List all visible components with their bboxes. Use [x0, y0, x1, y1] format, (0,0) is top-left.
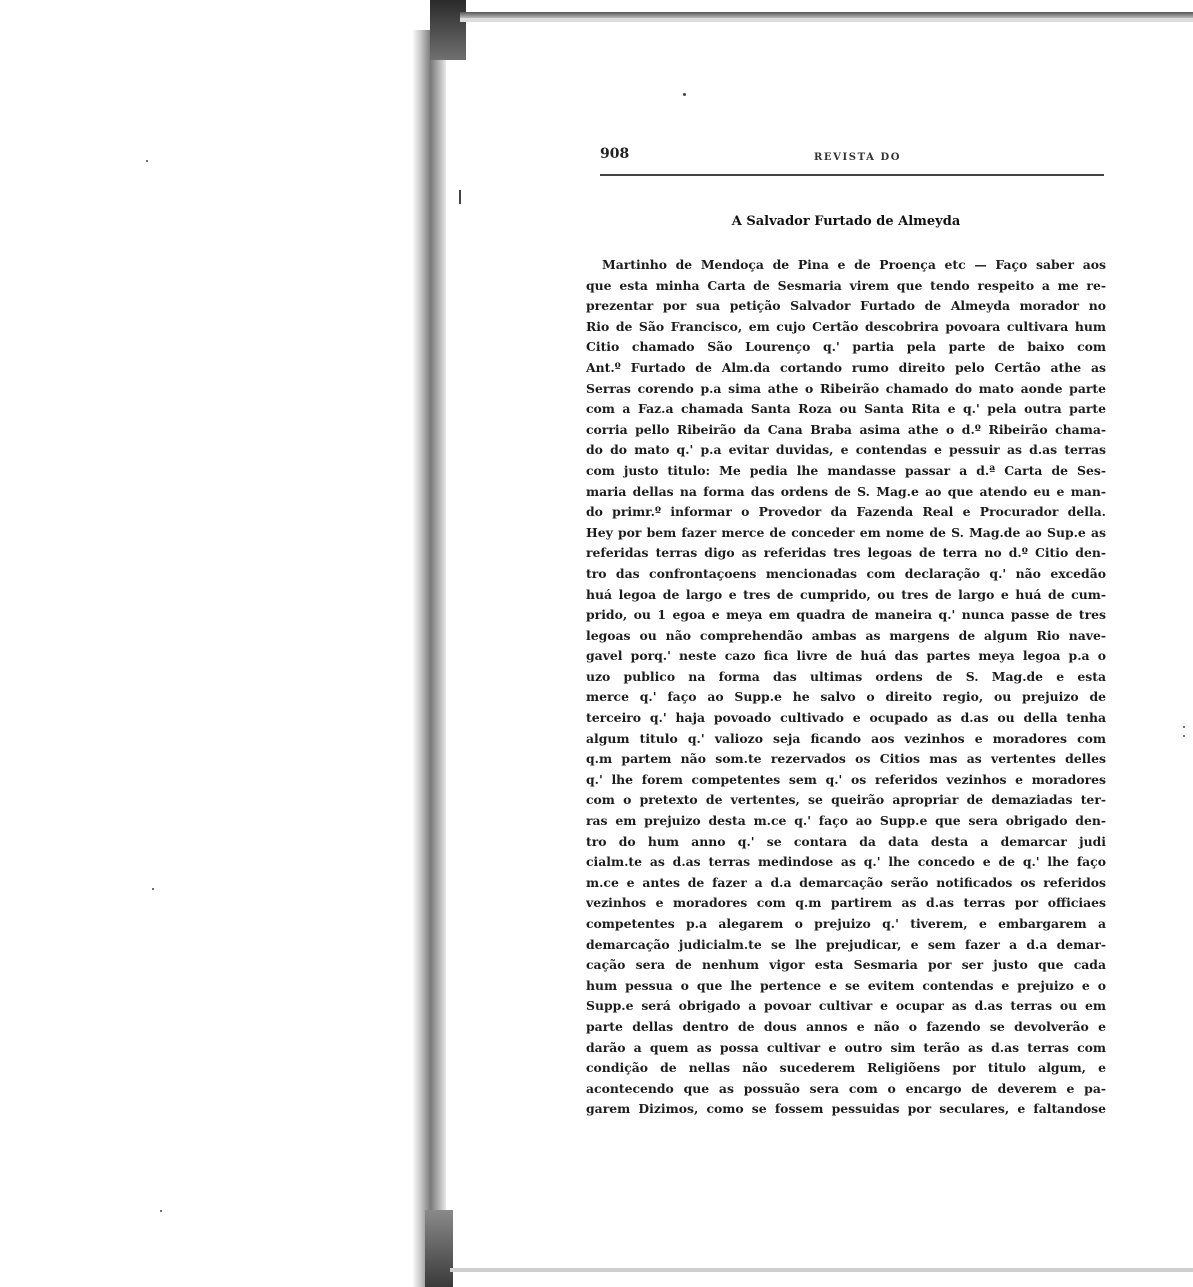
scan-speck: [146, 160, 148, 162]
text-line: que esta minha Carta de Sesmaria virem que tendo respeito a me re-: [586, 277, 1106, 293]
text-line: legoas ou não comprehendão ambas as margens de algum Rio nave-: [586, 627, 1106, 643]
article-title: A Salvador Furtado de Almeyda: [731, 214, 961, 229]
book-binding-shadow: [412, 30, 446, 1287]
text-line: algum titulo q.' valiozo seja ficando aos vezinhos e moradores com: [586, 730, 1106, 746]
text-line: maria dellas na forma das ordens de S. Mag.e ao que atendo eu e man-: [586, 483, 1106, 499]
header-rule: [600, 174, 1104, 176]
text-line: do primr.º informar o Provedor da Fazenda Real e Procurador della.: [586, 504, 1106, 520]
text-line: Martinho de Mendoça de Pina e de Proença etc — Faço saber aos: [602, 257, 1106, 272]
text-line: huá legoa de largo e tres de cumprido, ou tres de largo e huá de cum-: [586, 586, 1106, 602]
text-line: tro das confrontaçoens mencionadas com declaração q.' não excedão: [586, 565, 1106, 581]
text-line: Citio chamado São Lourenço q.' partia pela parte de baixo com: [586, 339, 1106, 355]
text-line: com a Faz.a chamada Santa Roza ou Santa Rita e q.' pela outra parte: [586, 401, 1106, 417]
article-body: [586, 255, 1106, 1120]
text-line: demarcação judicialm.te se lhe prejudicar, e sem fazer a d.a demar-: [586, 936, 1106, 952]
page-bottom-edge: [450, 1268, 1193, 1272]
running-title: REVISTA DO: [814, 152, 902, 163]
page-number: 908: [600, 146, 630, 162]
text-line: com justo titulo: Me pedia lhe mandasse passar a d.ª Carta de Ses-: [586, 462, 1106, 478]
text-line: parte dellas dentro de dous annos e não o fazendo se devolverão e: [586, 1018, 1106, 1034]
text-line: terceiro q.' haja povoado cultivado e ocupado as d.as ou della tenha: [586, 710, 1106, 726]
text-line: acontecendo que as possuão sera com o encargo de deverem e pa-: [586, 1080, 1106, 1096]
text-line: do do mato q.' p.a evitar duvidas, e contendas e pessuir as d.as terras: [586, 442, 1106, 458]
text-line: Supp.e será obrigado a povoar cultivar e ocupar as d.as terras ou em: [586, 998, 1106, 1014]
text-line: Hey por bem fazer merce de conceder em nome de S. Mag.de ao Sup.e as: [586, 524, 1106, 540]
text-line: Ant.º Furtado de Alm.da cortando rumo direito pelo Certão athe as: [586, 359, 1106, 375]
scan-speck: [160, 1210, 162, 1212]
text-line: hum pessua o que lhe pertence e se evitem contendas e prejuizo e o: [586, 977, 1106, 993]
text-line: prido, ou 1 egoa e meya em quadra de maneira q.' nunca passe de tres: [586, 607, 1106, 623]
scan-speck: [683, 93, 686, 96]
text-line: q.m partem não som.te rezervados os Citios mas as vertentes delles: [586, 751, 1106, 767]
binding-edge-bottom: [425, 1210, 453, 1287]
text-line: garem Dizimos, como se fossem pessuidas por seculares, e faltandose: [586, 1101, 1106, 1117]
text-line: vezinhos e moradores com q.m partirem as d.as terras por officiaes: [586, 895, 1106, 911]
text-line: q.' lhe forem competentes sem q.' os referidos vezinhos e moradores: [586, 771, 1106, 787]
text-line: competentes p.a alegarem o prejuizo q.' tiverem, e embargarem a: [586, 916, 1106, 931]
running-head: [586, 140, 1106, 168]
text-line: Rio de São Francisco, em cujo Certão descobrira povoara cultivara hum: [586, 318, 1106, 334]
text-line: referidas terras digo as referidas tres legoas de terra no d.º Citio den-: [586, 545, 1106, 561]
text-line: ras em prejuizo desta m.ce q.' faço ao Supp.e que sera obrigado den-: [586, 813, 1106, 829]
text-line: condição de nellas não sucederem Religiõens por titulo algum, e: [586, 1060, 1106, 1076]
text-line: Serras corendo p.a sima athe o Ribeirão chamado do mato aonde parte: [586, 380, 1106, 396]
binding-edge-top: [430, 0, 466, 60]
text-line: prezentar por sua petição Salvador Furtado de Almeyda morador no: [586, 298, 1106, 314]
scan-speck: [1183, 735, 1185, 737]
text-line: gavel porq.' neste cazo fica livre de huá das partes meya legoa p.a o: [586, 648, 1106, 664]
text-line: cialm.te as d.as terras medindose as q.' lhe concedo e de q.' lhe faço: [586, 854, 1106, 870]
scan-margin: [0, 0, 420, 1287]
text-line: com o pretexto de vertentes, se queirão apropriar de demaziadas ter-: [586, 792, 1106, 808]
text-line: corria pello Ribeirão da Cana Braba asima athe o d.º Ribeirão chama-: [586, 421, 1106, 437]
text-line: cação sera de nenhum vigor esta Sesmaria por ser justo que cada: [586, 957, 1106, 973]
page-top-edge-fade: [460, 18, 1193, 22]
scan-speck: [152, 888, 154, 890]
text-line: tro do hum anno q.' se contara da data desta a demarcar judi: [586, 833, 1106, 849]
text-line: m.ce e antes de fazer a d.a demarcação serão notificados os referidos: [586, 874, 1106, 890]
scan-speck: [459, 190, 461, 204]
scan-speck: [1183, 726, 1185, 728]
text-line: darão a quem as possa cultivar e outro sim terão as d.as terras com: [586, 1039, 1106, 1055]
text-line: uzo publico na forma das ultimas ordens de S. Mag.de e esta: [586, 668, 1106, 684]
text-line: merce q.' faço ao Supp.e he salvo o direito regio, ou prejuizo de: [586, 689, 1106, 705]
book-page: [586, 140, 1106, 1117]
